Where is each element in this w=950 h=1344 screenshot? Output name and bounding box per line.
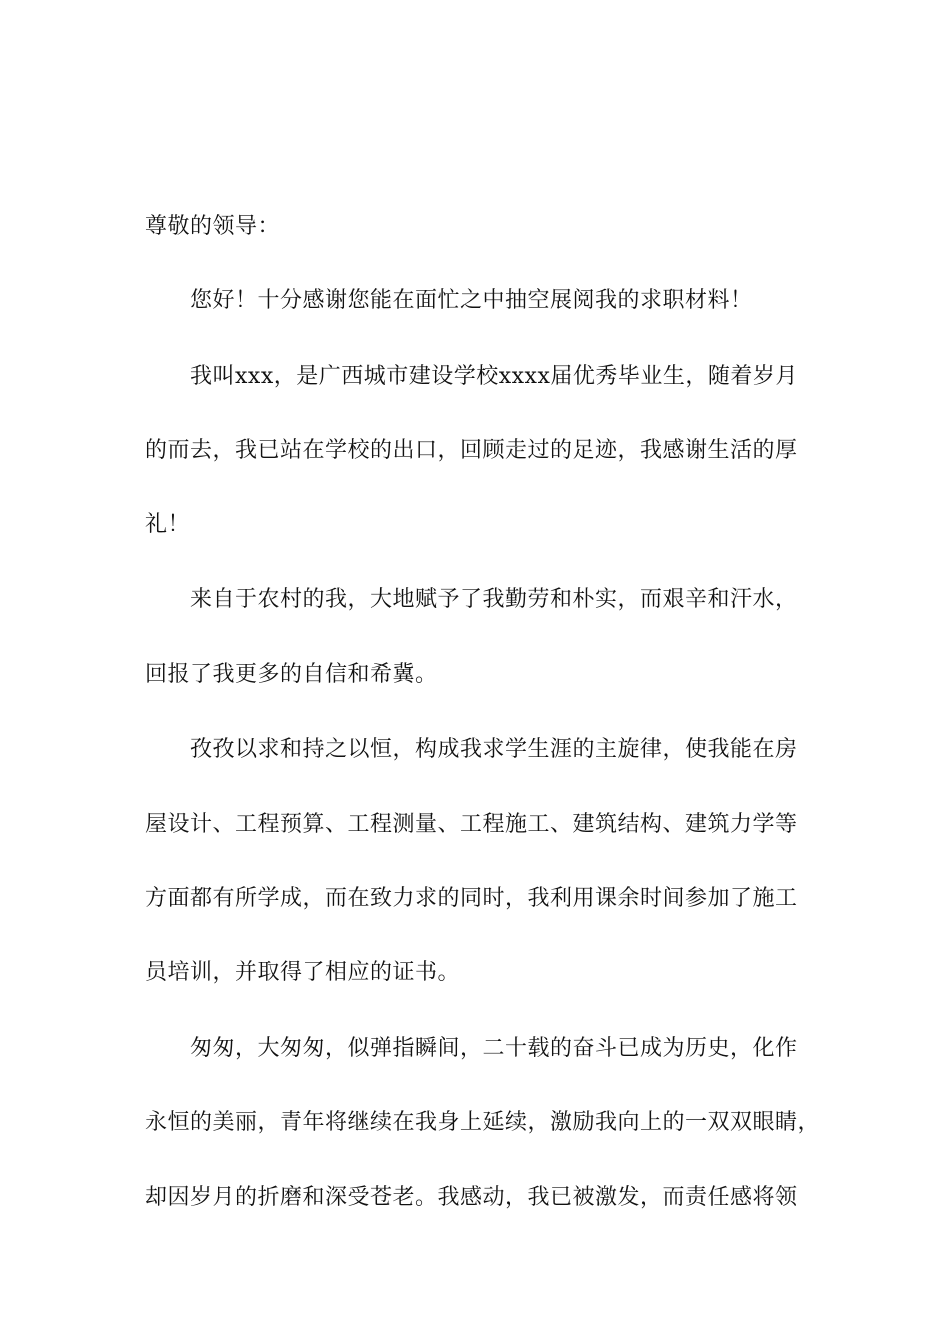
- paragraph-line: 礼！: [145, 512, 191, 537]
- paragraph-line: 的而去，我已站在学校的出口，回顾走过的足迹，我感谢生活的厚: [145, 438, 798, 463]
- paragraph-line: 方面都有所学成，而在致力求的同时，我利用课余时间参加了施工: [145, 886, 798, 911]
- paragraph-line: 匆匆，大匆匆，似弹指瞬间，二十载的奋斗已成为历史，化作: [190, 1036, 798, 1061]
- paragraph-line: 屋设计、工程预算、工程测量、工程施工、建筑结构、建筑力学等: [145, 812, 798, 837]
- paragraph-line: 孜孜以求和持之以恒，构成我求学生涯的主旋律，使我能在房: [190, 737, 798, 762]
- paragraph-line: 回报了我更多的自信和希冀。: [145, 662, 438, 687]
- paragraph-line: 来自于农村的我，大地赋予了我勤劳和朴实，而艰辛和汗水，: [190, 587, 798, 612]
- paragraph-line: 却因岁月的折磨和深受苍老。我感动，我已被激发，而责任感将领: [145, 1185, 798, 1210]
- paragraph-line: 您好！十分感谢您能在面忙之中抽空展阅我的求职材料！: [190, 288, 753, 313]
- paragraph-line: 我叫xxx，是广西城市建设学校xxxx届优秀毕业生，随着岁月: [190, 364, 798, 389]
- paragraph-line: 永恒的美丽，青年将继续在我身上延续，激励我向上的一双双眼睛，: [145, 1110, 821, 1135]
- salutation: 尊敬的领导：: [145, 214, 281, 239]
- paragraph-line: 员培训，并取得了相应的证书。: [145, 960, 461, 985]
